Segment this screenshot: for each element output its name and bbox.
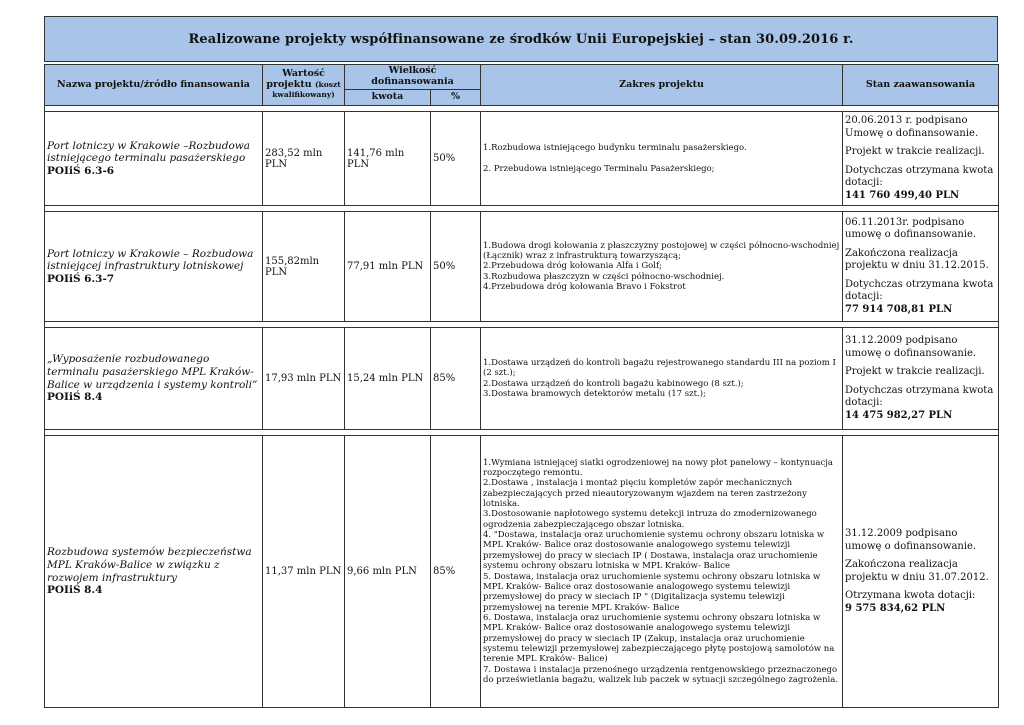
project-scope-cell [481,212,843,322]
scope-item: 2.Przebudowa dróg kołowania Alfa i Golf; [483,261,662,272]
project-scope-cell [481,112,843,206]
status-line: Dotychczas otrzymana kwota dotacji: [845,384,994,408]
scope-item: 3.Dostosowanie napłotowego systemu detekcji intruza do zmodernizowanego ogrodzenia zabezpieczającego obszar lotniska. [483,509,817,530]
status-line: Zakończona realizacja projektu w dniu 31.12.2015. [845,247,989,272]
status-line: Dotychczas otrzymana kwota dotacji: [845,164,994,188]
cofinancing-amount: 9,66 mln PLN [345,436,431,708]
header-value-note: (koszt kwalifikowany) [272,79,341,100]
project-scope-cell [481,436,843,708]
projects-table [44,64,999,708]
status-line: 31.12.2009 podpisano umowę o dofinansowanie. [845,335,977,359]
scope-item: 6. Dostawa, instalacja oraz uruchomienie systemu ochrony obszaru lotniska w MPL Kraków- Balice oraz dostosowanie analogowego systemu telewizji przemysłowej do pracy w sieciach IP (Zakup, instalacja oraz uruchomienie systemu telewizji przemysłowej zabezpieczającego płytę postojową samolotów na terenie MPL Kraków- Balice) [483,612,835,665]
cofinancing-amount: 77,91 mln PLN [345,212,431,322]
project-value: 283,52 mln PLN [263,112,345,206]
project-status-cell [843,212,999,322]
page-title: Realizowane projekty współfinansowane ze środków Unii Europejskiej – stan 30.09.2016 r. [44,16,998,62]
scope-item: 4.Przebudowa dróg kołowania Bravo i Fokstrot [483,282,686,293]
scope-item: 1.Rozbudowa istniejącego budynku terminalu pasażerskiego. [483,143,747,154]
table-row [45,436,999,708]
scope-item: 3.Dostawa bramowych detektorów metalu (17 szt.); [483,388,706,399]
status-line: Zakończona realizacja projektu w dniu 31.07.2012. [845,559,989,583]
cofinancing-amount: 15,24 mln PLN [345,328,431,430]
project-name-cell [45,328,263,430]
status-line: 20.06.2013 r. podpisano Umowę o dofinansowanie. [845,115,979,139]
scope-item: 5. Dostawa, instalacja oraz uruchomienie systemu ochrony obszaru lotniska w MPL Kraków- Balice oraz dostosowanie analogowego systemu telewizji przemysłowej do pracy w sieciach IP " (Digitalizacja systemu telewizji przemysłowej na terenie MPL Kraków- Balice [483,571,821,613]
header-value-line2: projektu [266,78,312,90]
project-name-cell [45,436,263,708]
header-project-name: Nazwa projektu/źródło finansowania [45,65,263,106]
table-row [45,112,999,206]
header-status: Stan zaawansowania [843,65,999,106]
status-amount: 141 760 499,40 PLN [845,189,960,201]
status-line: 06.11.2013r. podpisano umowę o dofinansowanie. [845,216,977,241]
table-header-row-1 [45,65,999,90]
project-code: POIiŚ 6.3-7 [47,272,115,285]
header-scope: Zakres projektu [481,65,843,106]
header-amount: kwota [345,89,431,105]
header-percent: % [431,89,481,105]
project-code: POIiŚ 6.3-6 [47,164,115,177]
project-name: Rozbudowa systemów bezpieczeństwa MPL Kraków-Balice w związku z rozwojem infrastruktury [47,546,252,584]
project-status-cell [843,328,999,430]
status-line: Otrzymana kwota dotacji: [845,590,976,601]
cofinancing-percent: 50% [431,212,481,322]
scope-item: 4. "Dostawa, instalacja oraz uruchomienie systemu ochrony obszaru lotniska w MPL Kraków- Balice oraz dostosowanie analogowego systemu telewizji przemysłowej do pracy w sieciach IP ( Dostawa, instalacja oraz uruchomienie systemu ochrony obszaru lotniska w MPL Kraków- Balice [483,530,825,572]
status-line: 31.12.2009 podpisano umowę o dofinansowanie. [845,528,977,552]
scope-item: 2.Dostawa , instalacja i montaż pięciu kompletów zapór mechanicznych zabezpieczających przed nieautoryzowanym wjazdem na teren zastrzeżony lotniska. [483,478,807,509]
project-name: Port lotniczy w Krakowie – Rozbudowa istniejącej infrastruktury lotniskowej [47,247,254,273]
document-page [44,16,998,708]
project-code: POIiŚ 8.4 [47,391,103,404]
header-value-line1: Wartość [282,67,325,79]
scope-item [483,154,840,164]
scope-item: 2.Dostawa urządzeń do kontroli bagażu kabinowego (8 szt.); [483,378,744,389]
project-name-cell [45,112,263,206]
status-amount: 14 475 982,27 PLN [845,409,953,421]
project-code: POIiŚ 8.4 [47,584,103,597]
project-value: 11,37 mln PLN [263,436,345,708]
project-name: „Wyposażenie rozbudowanego terminalu pasażerskiego MPL Kraków-Balice w urządzenia i systemy kontroli” [47,353,258,391]
scope-item: 1.Wymiana istniejącej siatki ogrodzeniowej na nowy płot panelowy – kontynuacja rozpoczętego remontu. [483,457,833,478]
cofinancing-amount: 141,76 mln PLN [345,112,431,206]
table-row [45,212,999,322]
table-row [45,328,999,430]
status-amount: 9 575 834,62 PLN [845,602,946,614]
cofinancing-percent: 85% [431,436,481,708]
project-scope-cell [481,328,843,430]
cofinancing-percent: 50% [431,112,481,206]
scope-item: 1.Dostawa urządzeń do kontroli bagażu rejestrowanego standardu III na poziom I (2 szt.); [483,357,836,379]
project-value: 155,82mln PLN [263,212,345,322]
project-status-cell [843,112,999,206]
scope-item: 3.Rozbudowa płaszczyzn w części północno-wschodniej. [483,271,725,282]
header-cofinancing: Wielkość dofinansowania [345,65,481,90]
status-line: Projekt w trakcie realizacji. [845,146,985,157]
project-name-cell [45,212,263,322]
project-status-cell [843,436,999,708]
status-line: Projekt w trakcie realizacji. [845,366,985,377]
project-name: Port lotniczy w Krakowie –Rozbudowa istniejącego terminalu pasażerskiego [47,139,251,165]
scope-item: 1.Budowa drogi kołowania z płaszczyzny postojowej w części północno-wschodniej (Łącznik) wraz z infrastrukturą towarzyszącą; [483,240,840,261]
status-line: Dotychczas otrzymana kwota dotacji: [845,278,994,303]
header-project-value [263,65,345,106]
scope-item: 7. Dostawa i instalacja przenośnego urządzenia rentgenowskiego przeznaczonego do prześwietlania bagażu, walizek lub paczek w sytuacji szczególnego zagrożenia. [483,664,839,686]
scope-item: 2. Przebudowa istniejącego Terminalu Pasażerskiego; [483,163,715,174]
status-amount: 77 914 708,81 PLN [845,303,953,315]
project-value: 17,93 mln PLN [263,328,345,430]
cofinancing-percent: 85% [431,328,481,430]
